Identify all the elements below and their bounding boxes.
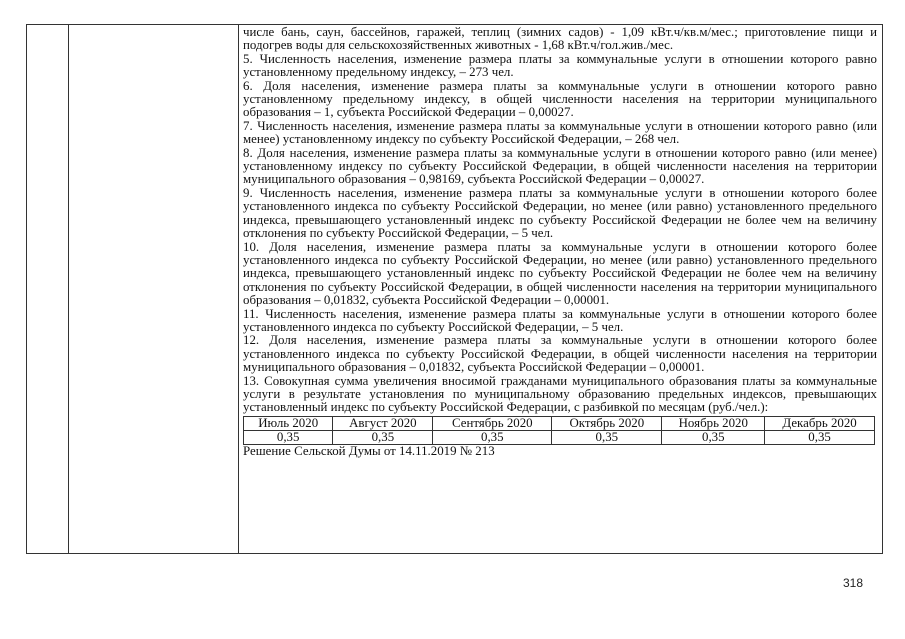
value-cell-november: 0,35 <box>662 430 765 444</box>
paragraph-6: 6. Доля населения, изменение размера платы за коммунальные услуги в отношении которого равно установленному предельному индексу, в общей численности населения на территории муниципального образования – 1, субъекта Российской Федерации – 0,00027. <box>243 78 877 120</box>
decision-note: Решение Сельской Думы от 14.11.2019 № 213 <box>243 443 495 458</box>
paragraph-11: 11. Численность населения, изменение размера платы за коммунальные услуги в отношении которого более установленного индекса по субъекту Российской Федерации, – 5 чел. <box>243 306 877 334</box>
value-cell-july: 0,35 <box>244 430 333 444</box>
header-cell-august: Август 2020 <box>333 416 433 430</box>
header-cell-september: Сентябрь 2020 <box>433 416 552 430</box>
document-text-cell <box>243 26 877 458</box>
table-value-row <box>244 430 875 444</box>
paragraph-8: 8. Доля населения, изменение размера платы за коммунальные услуги в отношении которого равно (или менее) установленному индексу по субъекту Российской Федерации, в общей численности населения на территории муниципального образования – 0,98169, субъекта Российской Федерации – 0,00027. <box>243 145 877 187</box>
paragraph-7: 7. Численность населения, изменение размера платы за коммунальные услуги в отношении которого равно (или менее) установленному индексу по субъекту Российской Федерации, – 268 чел. <box>243 118 877 147</box>
value-cell-december: 0,35 <box>765 430 875 444</box>
page-number: 318 <box>842 576 863 590</box>
header-cell-july: Июль 2020 <box>244 416 333 430</box>
column-divider-2 <box>238 25 239 553</box>
header-cell-december: Декабрь 2020 <box>765 416 875 430</box>
paragraph-13: 13. Совокупная сумма увеличения вносимой гражданами муниципального образования платы за коммунальные услуги в результате установления по муниципальному образованию предельных индексов, превышающих установленный индекс по субъекту Российской Федерации, с разбивкой по месяцам (руб./чел.): <box>243 373 877 415</box>
value-cell-october: 0,35 <box>552 430 662 444</box>
paragraph-12: 12. Доля населения, изменение размера платы за коммунальные услуги в отношении которого более установленного индекса по субъекту Российской Федерации, в общей численности населения на территории муниципального образования – 0,01832, субъекта Российской Федерации – 0,00001. <box>243 333 877 375</box>
paragraph-5: 5. Численность населения, изменение размера платы за коммунальные услуги в отношении которого равно установленному предельному индексу, – 273 чел. <box>243 51 877 80</box>
paragraph-continuation: числе бань, саун, бассейнов, гаражей, теплиц (зимних садов) - 1,09 кВт.ч/кв.м/мес.; приготовление пищи и подогрев воды для сельскохозяйственных животных - 1,68 кВт.ч/гол.жив./мес. <box>243 25 877 53</box>
header-cell-october: Октябрь 2020 <box>552 416 662 430</box>
table-header-row <box>244 416 875 430</box>
paragraph-10: 10. Доля населения, изменение размера платы за коммунальные услуги в отношении которого более установленного индекса по субъекту Российской Федерации, но менее (или равно) установленного предельного индекса, превышающего установленный индекс по субъекту Российской Федерации не более чем на величину отклонения по субъекту Российской Федерации, в общей численности населения на территории муниципального образования – 0,01832, субъекта Российской Федерации – 0,00001. <box>243 239 877 308</box>
value-cell-august: 0,35 <box>333 430 433 444</box>
header-cell-november: Ноябрь 2020 <box>662 416 765 430</box>
paragraph-9: 9. Численность населения, изменение размера платы за коммунальные услуги в отношении которого более установленного индекса по субъекту Российской Федерации, но менее (или равно) установленного предельного индекса, превышающего установленный индекс по субъекту Российской Федерации не более чем на величину отклонения по субъекту Российской Федерации, – 5 чел. <box>243 185 877 241</box>
value-cell-september: 0,35 <box>433 430 552 444</box>
column-divider-1 <box>68 25 69 553</box>
monthly-increase-table <box>243 416 875 445</box>
document-table-frame <box>26 24 883 554</box>
